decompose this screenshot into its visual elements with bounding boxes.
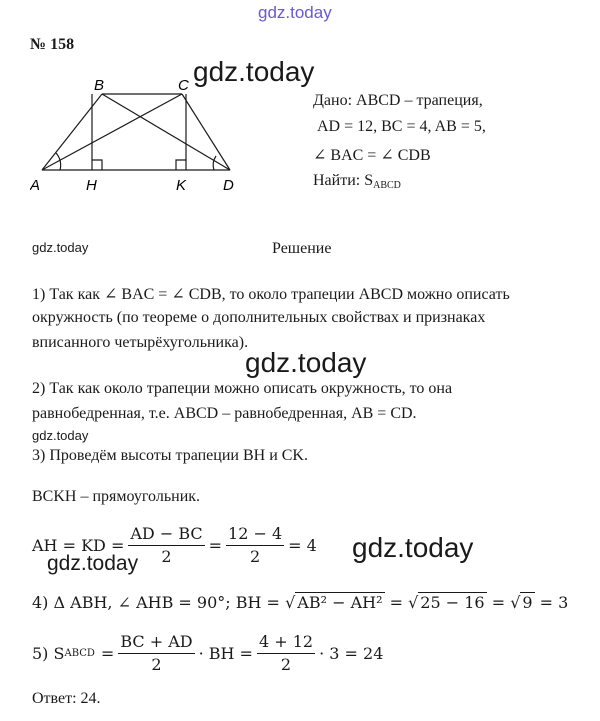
label-c: C [178, 77, 189, 94]
side-cd [182, 94, 230, 170]
find-line: Найти: $S_{ABCD}$ [313, 172, 401, 191]
label-d: D [223, 177, 234, 194]
formula-ah: AH = KD = $\frac{AD - BC}{2}$ = $\frac{12 - 4}{2}$ = 4 [32, 524, 317, 566]
formula-ah-frac-2: $\frac{12 - 4}{2}$ [228, 524, 283, 566]
right-angle-h [92, 160, 102, 170]
step1-line-2: окружность (по теореме о дополнительных свойствах и признаках [32, 309, 486, 326]
step2-line-2: равнобедренная, т.е. ABCD – равнобедренная, AB = CD. [32, 405, 417, 422]
diagonal-bd [102, 94, 230, 170]
solution-title: Решение [272, 240, 332, 257]
watermark-top: gdz.today [258, 3, 332, 22]
label-k: K [176, 177, 187, 194]
bckh-line: BCKH – прямоугольник. [32, 488, 201, 505]
given-line-3: ∠ BAC = ∠ CDB [313, 147, 431, 164]
watermark-figure: gdz.today [193, 56, 315, 87]
formula-ah-frac-1: $\frac{AD - BC}{2}$ [130, 524, 203, 566]
formula-ah-lhs: AH = KD = [32, 535, 125, 555]
step5-line: 5) S ABCD = $\frac{BC + AD}{2}$ · BH = $\frac{4 + 12}{2}$ · 3 = 24 [32, 632, 384, 674]
problem-number: № 158 [30, 36, 75, 53]
answer: Ответ: 24. [32, 690, 101, 707]
watermark-middle: gdz.today [245, 347, 367, 378]
label-h: H [86, 177, 97, 194]
given-line-1: Дано: ABCD – трапеция, [313, 92, 483, 109]
step1-line-1: 1) Так как ∠ BAC = ∠ CDB, то около трапеции ABCD можно описать [32, 286, 510, 303]
angle-mark-d [213, 156, 216, 170]
step3-line: 3) Проведём высоты трапеции BH и CK. [32, 447, 308, 464]
step4-line: 4) Δ ABH, ∠ AHB = 90°; BH = √ AB² − AH² = √ 25 − 16 = √ 9 = 3 [32, 593, 569, 612]
right-angle-k [176, 160, 186, 170]
watermark-left-2: gdz.today [32, 428, 89, 443]
watermark-left-3: gdz.today [47, 552, 139, 575]
given-line-2: AD = 12, BC = 4, AB = 5, [317, 118, 486, 135]
step2-line-1: 2) Так как около трапеции можно описать окружность, то она [32, 380, 453, 397]
watermark-right: gdz.today [352, 532, 474, 563]
watermark-left-1: gdz.today [32, 240, 89, 255]
diagonal-ac [42, 94, 182, 170]
side-ab [42, 94, 102, 170]
step1-line-3: вписанного четырёхугольника). [32, 334, 249, 351]
label-b: B [94, 77, 105, 94]
trapezoid-figure [30, 70, 260, 195]
label-a: A [30, 177, 41, 194]
